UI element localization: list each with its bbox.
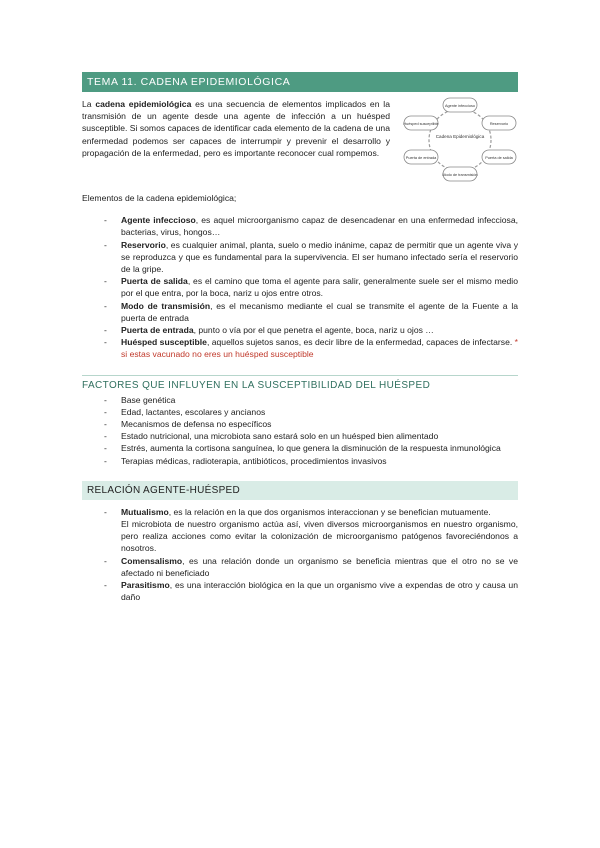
intro-term: cadena epidemiológica xyxy=(95,99,192,109)
mutualism-example: El microbiota de nuestro organismo actúa así, viven diversos microorganismos en nuestro organismo, pero realiza acciones como evitar la colonización de microorganismo patógenos favoreciéndonos a nosotros. xyxy=(121,519,518,554)
chain-diagram xyxy=(402,96,518,182)
section-title-factores: FACTORES QUE INFLUYEN EN LA SUSCEPTIBILIDAD DEL HUÉSPED xyxy=(82,375,518,391)
svg-text:Puerta de salida: Puerta de salida xyxy=(485,156,513,160)
list-item: - Terapias médicas, radioterapia, antibióticos, procedimientos invasivos xyxy=(82,455,518,467)
list-item: - Base genética xyxy=(82,394,518,406)
list-item: - Mecanismos de defensa no específicos xyxy=(82,418,518,430)
svg-text:Reservorio: Reservorio xyxy=(489,122,509,126)
diagram-node-transmision xyxy=(442,167,477,181)
elements-list xyxy=(82,214,518,360)
factors-list xyxy=(82,394,518,467)
list-item: - Puerta de entrada, punto o vía por el que penetra el agente, boca, nariz u ojos … xyxy=(82,324,518,336)
svg-text:Agente infeccioso: Agente infeccioso xyxy=(445,104,475,108)
diagram-node-agente xyxy=(443,98,477,112)
document-page xyxy=(82,72,518,603)
intro-rest: es una secuencia de elementos implicados en la transmisión de un agente desde una agente de infección a un huésped susceptible. Si somos capaces de identificar cada elemento de la cadena de una enfermedad podemos ser capaces de interrumpir y prevenir el desarrollo y propagación de la enfermedad, pero es importante reconocer cual rompemos. xyxy=(82,99,390,158)
list-item: - Puerta de salida, es el camino que toma el agente para salir, generalmente suele ser el mismo medio por el que entra, por la boca, nariz u ojos entre otros. xyxy=(82,275,518,299)
list-item: - Estado nutricional, una microbiota sano estará solo en un huésped bien alimentado xyxy=(82,430,518,442)
svg-text:Modo de transmisión: Modo de transmisión xyxy=(442,173,478,177)
section-title-relacion: RELACIÓN AGENTE-HUÉSPED xyxy=(82,481,518,500)
list-item: - Modo de transmisión, es el mecanismo mediante el cual se transmite el agente de la Fuente a la puerta de entrada xyxy=(82,300,518,324)
intro-paragraph xyxy=(82,98,390,159)
intro-pre: La xyxy=(82,99,96,109)
svg-text:Puerta de entrada: Puerta de entrada xyxy=(405,156,437,160)
list-item: - Agente infeccioso, es aquel microorganismo capaz de desencadenar en una enfermedad infecciosa, bacterias, virus, hongos… xyxy=(82,214,518,238)
elements-intro: Elementos de la cadena epidemiológica; xyxy=(82,193,237,203)
list-item: - Mutualismo, es la relación en la que dos organismos interaccionan y se benefician mutuamente. El microbiota de nuestro organismo actúa así, viven diversos microorganismos en nuestro organismo, pero realiza acciones como evitar la colonización de microorganismo patógenos favoreciéndonos a nosotros. xyxy=(82,506,518,555)
diagram-node-reservorio xyxy=(482,116,516,130)
vaccine-note: * si estas vacunado no eres un huésped susceptible xyxy=(121,337,518,360)
list-item: - Parasitismo, es una interacción biológica en la que un organismo vive a expendas de otro y causa un daño xyxy=(82,579,518,603)
svg-text:Huésped susceptible: Huésped susceptible xyxy=(403,122,439,126)
list-item: - Reservorio, es cualquier animal, planta, suelo o medio inánime, capaz de permitir que un agente viva y se reproduzca y que es fundamental para la supervivencia. El ser humano infectado sería el reservorio de la gripe. xyxy=(82,239,518,276)
intro-block xyxy=(82,98,518,186)
diagram-ring xyxy=(429,109,491,171)
relation-list xyxy=(82,506,518,604)
diagram-node-entrada xyxy=(404,150,438,164)
diagram-center-label: Cadena Epidemiológica xyxy=(435,134,485,139)
diagram-node-huesped xyxy=(403,116,438,130)
diagram-node-salida xyxy=(482,150,516,164)
list-item: - Comensalismo, es una relación donde un organismo se beneficia mientras que el otro no se ve afectado ni beneficiado xyxy=(82,555,518,579)
section-title-cadena: TEMA 11. CADENA EPIDEMIOLÓGICA xyxy=(82,72,518,92)
list-item: - Huésped susceptible, aquellos sujetos sanos, es decir libre de la enfermedad, capaces de infectarse. * si estas vacunado no eres un huésped susceptible xyxy=(82,336,518,360)
list-item: - Edad, lactantes, escolares y ancianos xyxy=(82,406,518,418)
list-item: - Estrés, aumenta la cortisona sanguínea, lo que genera la disminución de la respuesta inmunológica xyxy=(82,442,518,454)
